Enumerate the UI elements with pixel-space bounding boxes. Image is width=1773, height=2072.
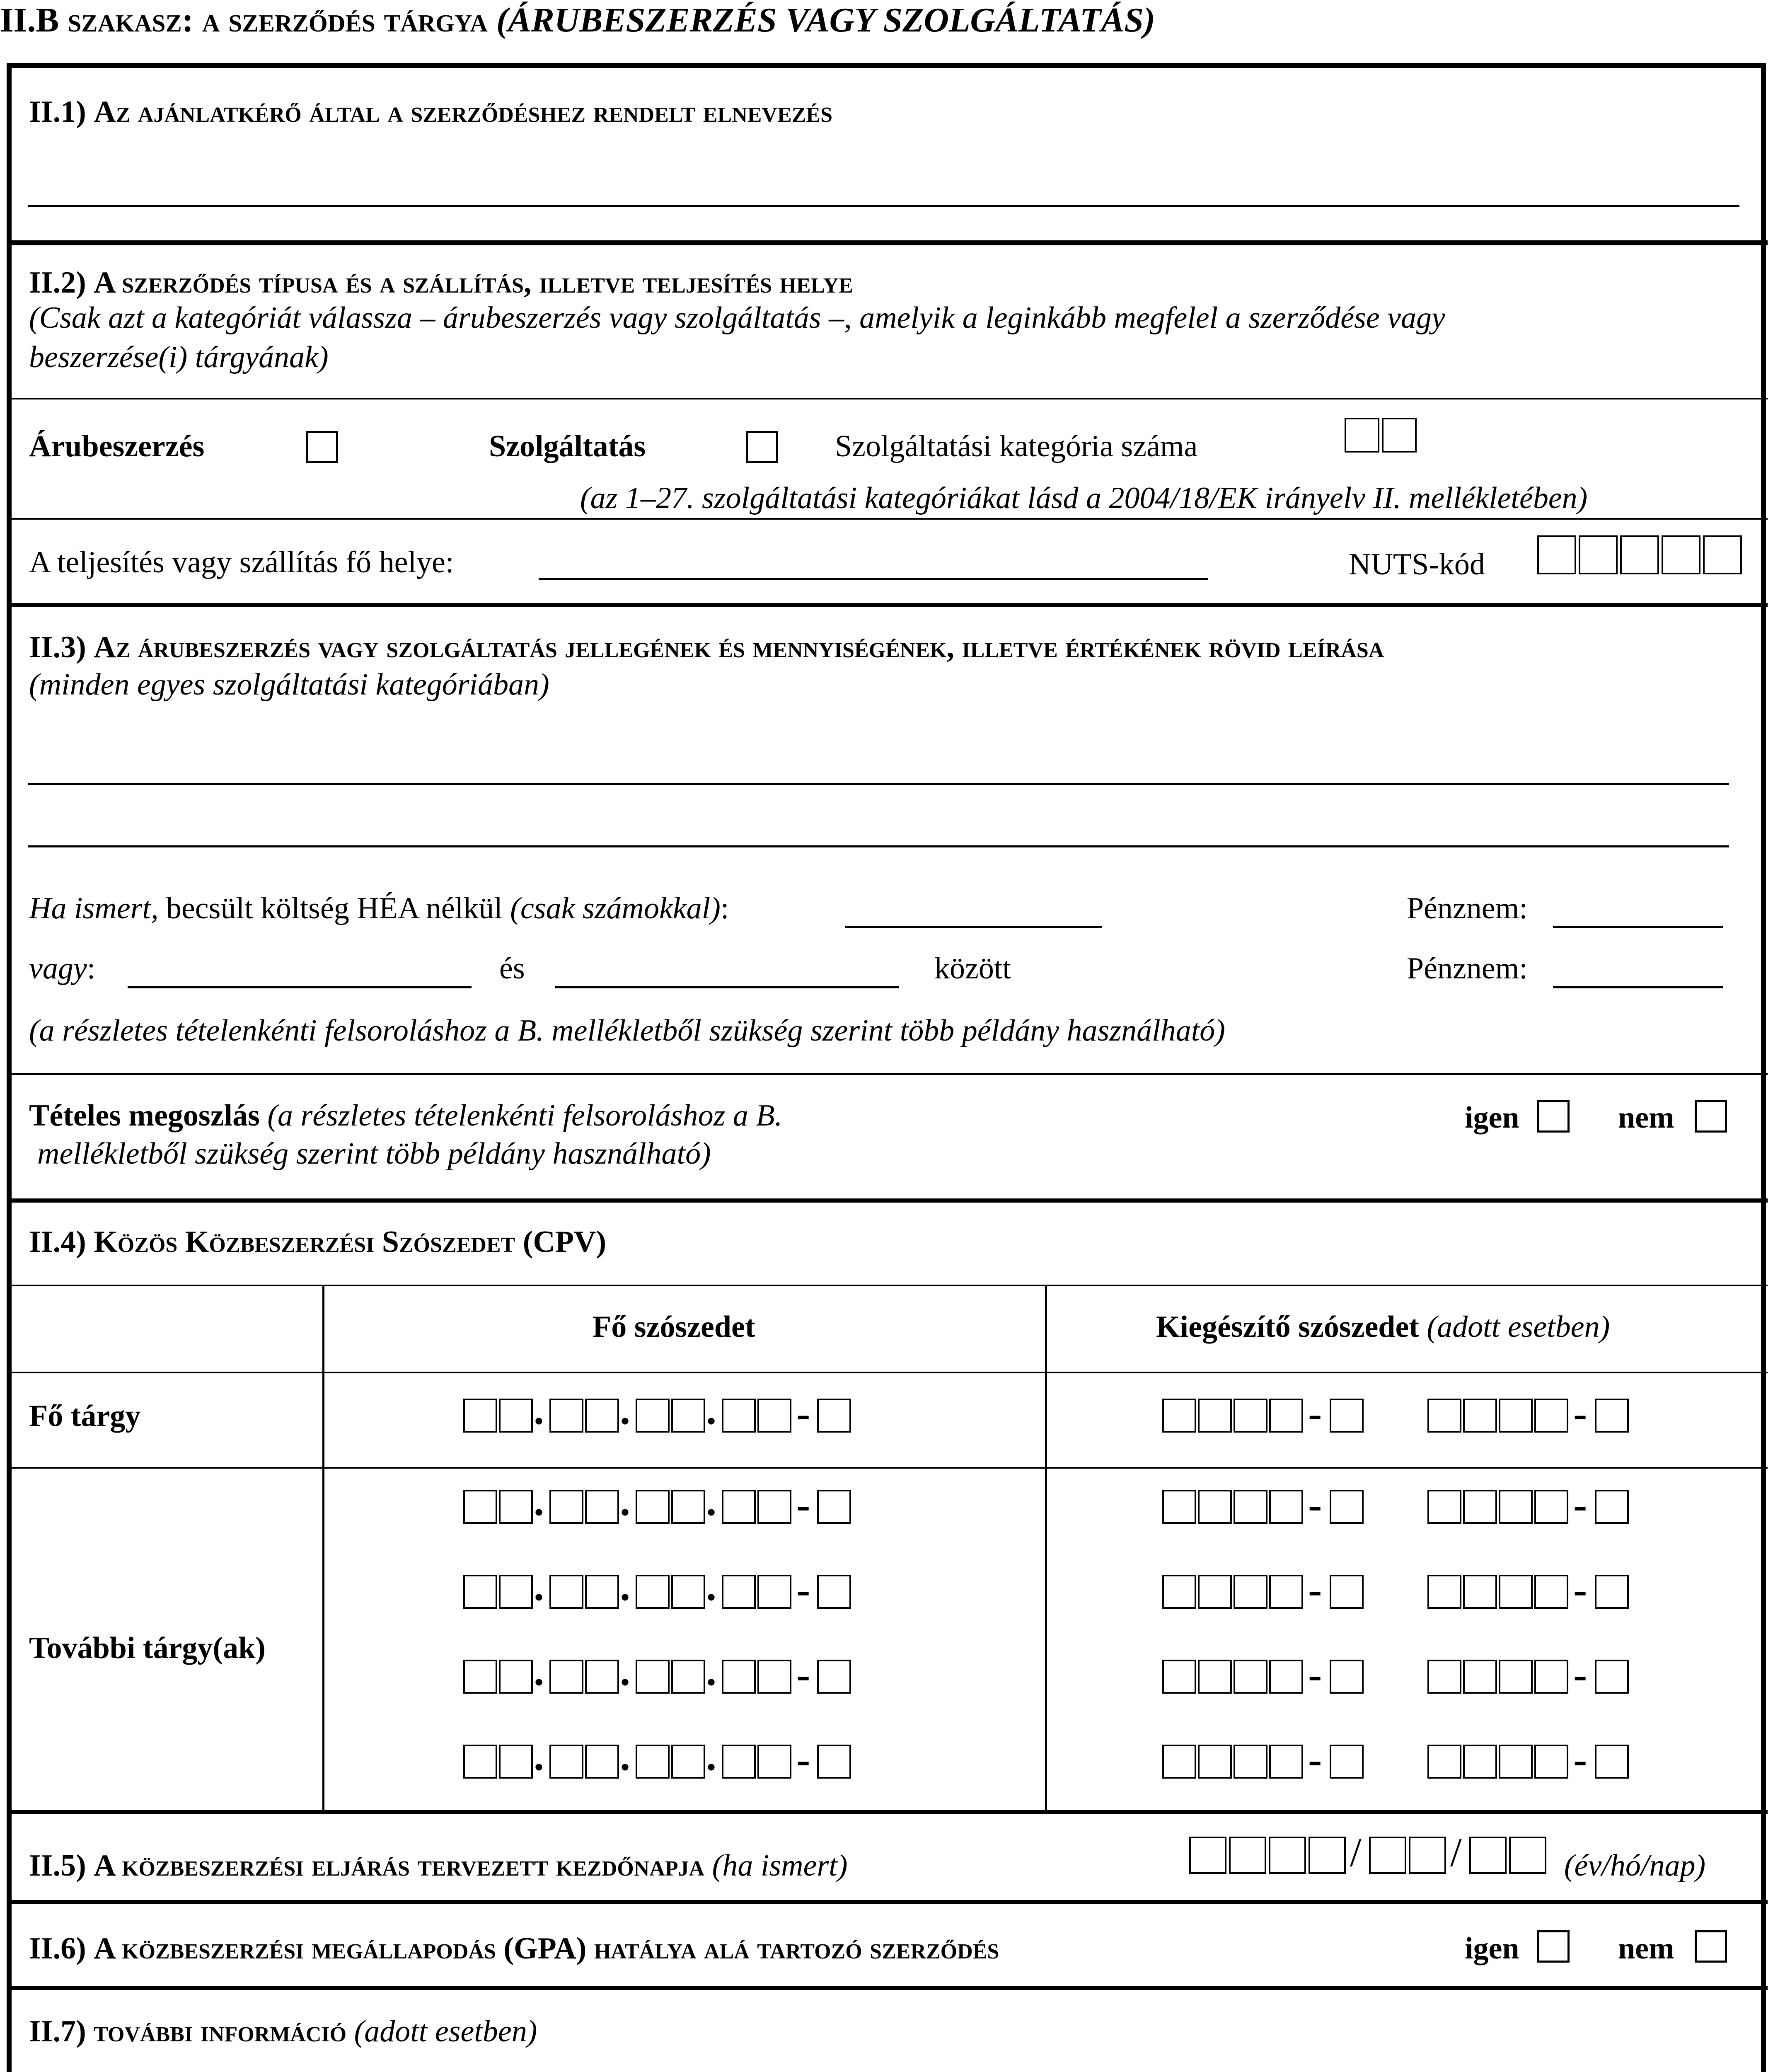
cpv-supp-digit-box[interactable] xyxy=(1427,1745,1461,1779)
estimated-cost-field[interactable] xyxy=(845,926,1102,928)
cpv-main-digit-box[interactable] xyxy=(499,1745,533,1779)
cpv-supp-digit-box[interactable] xyxy=(1534,1575,1568,1609)
cpv-main-digit-box[interactable] xyxy=(757,1399,791,1433)
additional-objects-label: További tárgy(ak) xyxy=(29,1631,266,1665)
section-title: II.B szakasz: a szerződés tárgya (ÁRUBESZERZÉS VAGY SZOLGÁLTATÁS) xyxy=(0,1,1155,39)
cpv-supp-digit-box[interactable] xyxy=(1595,1575,1629,1609)
cpv-supp-digit-box[interactable] xyxy=(1499,1490,1533,1524)
cpv-supp-digit-box[interactable] xyxy=(1234,1660,1267,1694)
cpv-dash-separator: - xyxy=(1308,1736,1322,1782)
cpv-dash-separator: - xyxy=(1308,1390,1322,1436)
cpv-main-digit-box[interactable] xyxy=(549,1490,583,1524)
cpv-check-digit-box[interactable] xyxy=(817,1490,851,1524)
cpv-supp-digit-box[interactable] xyxy=(1162,1490,1196,1524)
cpv-main-digit-box[interactable] xyxy=(499,1660,533,1694)
currency-label: Pénznem: xyxy=(1407,951,1528,985)
cpv-main-digit-box[interactable] xyxy=(636,1399,670,1433)
cpv-dot-separator: . xyxy=(620,1478,630,1524)
cpv-main-digit-box[interactable] xyxy=(499,1399,533,1433)
cpv-supp-digit-box[interactable] xyxy=(1269,1745,1303,1779)
cpv-main-digit-box[interactable] xyxy=(549,1660,583,1694)
cpv-dot-separator: . xyxy=(620,1733,630,1779)
cpv-dot-separator: . xyxy=(620,1648,630,1694)
s5-heading: II.5) A közbeszerzési eljárás tervezett kezdőnapja (ha ismert) xyxy=(29,1849,848,1883)
cpv-supp-digit-box[interactable] xyxy=(1463,1490,1497,1524)
goods-label: Árubeszerzés xyxy=(29,429,205,463)
annex-note: (a részletes tételenkénti felsoroláshoz a B. mellékletből szükség szerint több példány használható) xyxy=(29,1014,1225,1048)
s1-heading: II.1) Az ajánlatkérő által a szerződéshez rendelt elnevezés xyxy=(29,95,832,129)
cpv-main-digit-box[interactable] xyxy=(722,1490,756,1524)
cpv-main-digit-box[interactable] xyxy=(671,1745,705,1779)
cpv-supp-digit-box[interactable] xyxy=(1427,1575,1461,1609)
cpv-supp-digit-box[interactable] xyxy=(1162,1745,1196,1779)
cpv-main-digit-box[interactable] xyxy=(549,1575,583,1609)
cpv-supp-digit-box[interactable] xyxy=(1534,1745,1568,1779)
cpv-supp-digit-box[interactable] xyxy=(1269,1490,1303,1524)
cpv-main-header: Fő szószedet xyxy=(593,1310,755,1344)
cpv-dot-separator: . xyxy=(620,1563,630,1609)
date-slash-separator: / xyxy=(1350,1829,1362,1875)
cpv-dash-separator: - xyxy=(1573,1651,1587,1697)
lots-no-label: nem xyxy=(1618,1101,1674,1135)
and-label: és xyxy=(499,951,525,985)
date-digit-box[interactable] xyxy=(1309,1837,1346,1874)
range-min-field[interactable] xyxy=(128,986,472,988)
cpv-supp-digit-box[interactable] xyxy=(1463,1745,1497,1779)
date-digit-box[interactable] xyxy=(1229,1837,1266,1874)
cpv-supp-digit-box[interactable] xyxy=(1234,1575,1267,1609)
cpv-supp-digit-box[interactable] xyxy=(1330,1399,1364,1433)
cpv-main-digit-box[interactable] xyxy=(757,1745,791,1779)
cpv-supp-digit-box[interactable] xyxy=(1534,1660,1568,1694)
cpv-supp-digit-box[interactable] xyxy=(1499,1575,1533,1609)
nuts-digit-box[interactable] xyxy=(1662,535,1700,574)
cpv-dash-separator: - xyxy=(796,1566,810,1612)
gpa-no-checkbox[interactable] xyxy=(1695,1930,1727,1963)
category-digit-box[interactable] xyxy=(1382,418,1417,453)
cpv-check-digit-box[interactable] xyxy=(817,1660,851,1694)
services-checkbox[interactable] xyxy=(746,431,778,463)
lots-label: Tételes megoszlás (a részletes tételenkénti felsoroláshoz a B. xyxy=(29,1099,783,1133)
s2-note-cont: beszerzése(i) tárgyának) xyxy=(29,340,329,374)
cpv-main-digit-box[interactable] xyxy=(463,1490,497,1524)
cpv-main-digit-box[interactable] xyxy=(722,1745,756,1779)
cpv-main-digit-box[interactable] xyxy=(722,1660,756,1694)
lots-yes-checkbox[interactable] xyxy=(1537,1100,1570,1133)
cpv-supp-digit-box[interactable] xyxy=(1427,1660,1461,1694)
cpv-supp-digit-box[interactable] xyxy=(1234,1745,1267,1779)
cpv-main-digit-box[interactable] xyxy=(636,1745,670,1779)
cpv-supp-digit-box[interactable] xyxy=(1463,1660,1497,1694)
cpv-dash-separator: - xyxy=(1308,1651,1322,1697)
nuts-digit-box[interactable] xyxy=(1537,535,1576,574)
cpv-dash-separator: - xyxy=(1573,1390,1587,1436)
cpv-supp-digit-box[interactable] xyxy=(1198,1575,1232,1609)
cpv-dot-separator: . xyxy=(534,1563,544,1609)
nuts-label: NUTS-kód xyxy=(1349,547,1485,581)
cpv-supp-digit-box[interactable] xyxy=(1234,1399,1267,1433)
divider xyxy=(8,240,1768,245)
cpv-dot-separator: . xyxy=(534,1478,544,1524)
cpv-main-digit-box[interactable] xyxy=(549,1745,583,1779)
cpv-main-digit-box[interactable] xyxy=(463,1399,497,1433)
divider xyxy=(8,518,1768,520)
cpv-main-digit-box[interactable] xyxy=(549,1399,583,1433)
cpv-dot-separator: . xyxy=(706,1648,716,1694)
cpv-supp-digit-box[interactable] xyxy=(1330,1575,1364,1609)
cpv-main-digit-box[interactable] xyxy=(671,1399,705,1433)
range-label: vagy: xyxy=(29,951,96,985)
cpv-dash-separator: - xyxy=(796,1390,810,1436)
cpv-supp-digit-box[interactable] xyxy=(1595,1490,1629,1524)
description-line[interactable] xyxy=(28,783,1729,785)
date-format: (év/hó/nap) xyxy=(1564,1849,1706,1883)
cpv-dash-separator: - xyxy=(796,1481,810,1527)
cpv-supp-digit-box[interactable] xyxy=(1162,1399,1196,1433)
cpv-supp-digit-box[interactable] xyxy=(1330,1745,1364,1779)
cpv-check-digit-box[interactable] xyxy=(817,1399,851,1433)
cpv-main-digit-box[interactable] xyxy=(585,1745,619,1779)
divider xyxy=(8,1810,1768,1814)
divider xyxy=(8,1900,1768,1904)
cpv-supp-digit-box[interactable] xyxy=(1499,1660,1533,1694)
s4-heading: II.4) Közös Közbeszerzési Szószedet (CPV) xyxy=(29,1225,607,1259)
cpv-dot-separator: . xyxy=(706,1733,716,1779)
cpv-supp-digit-box[interactable] xyxy=(1269,1399,1303,1433)
divider xyxy=(8,1467,1768,1469)
gpa-yes-label: igen xyxy=(1465,1932,1519,1965)
cpv-main-digit-box[interactable] xyxy=(757,1660,791,1694)
cpv-supp-digit-box[interactable] xyxy=(1234,1490,1267,1524)
cpv-main-digit-box[interactable] xyxy=(463,1660,497,1694)
cpv-supp-digit-box[interactable] xyxy=(1595,1399,1629,1433)
cpv-supp-digit-box[interactable] xyxy=(1198,1490,1232,1524)
divider xyxy=(8,1073,1768,1075)
gpa-no-label: nem xyxy=(1618,1932,1674,1965)
cpv-supp-digit-box[interactable] xyxy=(1198,1660,1232,1694)
cpv-supp-digit-box[interactable] xyxy=(1162,1575,1196,1609)
main-object-label: Fő tárgy xyxy=(29,1399,141,1433)
cpv-supp-digit-box[interactable] xyxy=(1330,1490,1364,1524)
cpv-main-digit-box[interactable] xyxy=(499,1490,533,1524)
cpv-dash-separator: - xyxy=(1308,1481,1322,1527)
cpv-main-digit-box[interactable] xyxy=(636,1660,670,1694)
gpa-yes-checkbox[interactable] xyxy=(1537,1930,1570,1963)
cpv-check-digit-box[interactable] xyxy=(817,1575,851,1609)
date-digit-box[interactable] xyxy=(1189,1837,1226,1874)
cpv-main-digit-box[interactable] xyxy=(463,1745,497,1779)
place-label: A teljesítés vagy szállítás fő helye: xyxy=(29,545,454,579)
cpv-supp-digit-box[interactable] xyxy=(1162,1660,1196,1694)
divider xyxy=(8,1285,1768,1286)
cpv-dash-separator: - xyxy=(796,1651,810,1697)
category-note: (az 1–27. szolgáltatási kategóriákat lásd a 2004/18/EK irányelv II. mellékletében) xyxy=(580,481,1588,515)
cpv-dot-separator: . xyxy=(706,1387,716,1433)
cpv-main-digit-box[interactable] xyxy=(757,1575,791,1609)
s2-heading: II.2) A szerződés típusa és a szállítás, illetve teljesítés helye xyxy=(29,266,853,300)
description-line[interactable] xyxy=(28,845,1729,847)
divider xyxy=(8,603,1768,607)
cpv-supp-digit-box[interactable] xyxy=(1463,1575,1497,1609)
cpv-check-digit-box[interactable] xyxy=(817,1745,851,1779)
date-digit-box[interactable] xyxy=(1269,1837,1306,1874)
cpv-main-digit-box[interactable] xyxy=(671,1575,705,1609)
date-digit-box[interactable] xyxy=(1409,1837,1446,1874)
cpv-main-digit-box[interactable] xyxy=(463,1575,497,1609)
cpv-dash-separator: - xyxy=(1573,1736,1587,1782)
cpv-dash-separator: - xyxy=(1308,1566,1322,1612)
cpv-dot-separator: . xyxy=(706,1563,716,1609)
nuts-digit-box[interactable] xyxy=(1703,535,1742,574)
cpv-dash-separator: - xyxy=(1573,1566,1587,1612)
cpv-main-digit-box[interactable] xyxy=(636,1490,670,1524)
divider xyxy=(8,1198,1768,1203)
category-digit-box[interactable] xyxy=(1345,418,1379,453)
date-digit-box[interactable] xyxy=(1469,1837,1507,1874)
cpv-supp-digit-box[interactable] xyxy=(1427,1490,1461,1524)
currency-field[interactable] xyxy=(1553,986,1723,988)
cpv-supp-digit-box[interactable] xyxy=(1198,1399,1232,1433)
cpv-dot-separator: . xyxy=(534,1387,544,1433)
cpv-supp-digit-box[interactable] xyxy=(1595,1660,1629,1694)
date-digit-box[interactable] xyxy=(1509,1837,1546,1874)
cpv-supp-digit-box[interactable] xyxy=(1427,1399,1461,1433)
cpv-supp-digit-box[interactable] xyxy=(1499,1745,1533,1779)
divider xyxy=(8,1372,1768,1373)
currency-label: Pénznem: xyxy=(1407,891,1528,925)
cpv-main-digit-box[interactable] xyxy=(722,1575,756,1609)
cpv-main-digit-box[interactable] xyxy=(636,1575,670,1609)
cpv-main-digit-box[interactable] xyxy=(585,1660,619,1694)
date-digit-box[interactable] xyxy=(1369,1837,1406,1874)
estimated-cost-label: Ha ismert, becsült költség HÉA nélkül (csak számokkal): xyxy=(29,891,729,925)
cpv-main-digit-box[interactable] xyxy=(499,1575,533,1609)
cpv-supp-digit-box[interactable] xyxy=(1534,1399,1568,1433)
cpv-supp-digit-box[interactable] xyxy=(1269,1660,1303,1694)
cpv-supp-digit-box[interactable] xyxy=(1595,1745,1629,1779)
cpv-main-digit-box[interactable] xyxy=(585,1399,619,1433)
cpv-main-digit-box[interactable] xyxy=(671,1490,705,1524)
place-field[interactable] xyxy=(539,578,1208,580)
cpv-supp-digit-box[interactable] xyxy=(1330,1660,1364,1694)
s2-note: (Csak azt a kategóriát válassza – árubeszerzés vagy szolgáltatás –, amelyik a leginkább megfelel a szerződése vagy xyxy=(29,301,1445,335)
cpv-supp-digit-box[interactable] xyxy=(1463,1399,1497,1433)
cpv-main-digit-box[interactable] xyxy=(585,1490,619,1524)
s3-heading: II.3) Az árubeszerzés vagy szolgáltatás jellegének és mennyiségének, illetve értékének rövid leírása xyxy=(29,630,1384,664)
cpv-dot-separator: . xyxy=(620,1387,630,1433)
between-label: között xyxy=(934,951,1011,985)
cpv-main-digit-box[interactable] xyxy=(722,1399,756,1433)
cpv-main-digit-box[interactable] xyxy=(671,1660,705,1694)
nuts-digit-box[interactable] xyxy=(1620,535,1659,574)
lots-no-checkbox[interactable] xyxy=(1695,1100,1727,1133)
cpv-supp-digit-box[interactable] xyxy=(1269,1575,1303,1609)
divider xyxy=(8,398,1768,399)
cpv-main-digit-box[interactable] xyxy=(757,1490,791,1524)
divider xyxy=(8,1986,1768,1990)
cpv-dash-separator: - xyxy=(796,1736,810,1782)
cpv-dot-separator: . xyxy=(534,1733,544,1779)
cpv-supp-digit-box[interactable] xyxy=(1198,1745,1232,1779)
contract-title-field[interactable] xyxy=(28,205,1739,207)
s6-heading: II.6) A közbeszerzési megállapodás (GPA) hatálya alá tartozó szerződés xyxy=(29,1932,999,1965)
range-max-field[interactable] xyxy=(555,986,899,988)
cpv-col-divider xyxy=(322,1285,324,1810)
lots-note: mellékletből szükség szerint több példány használható) xyxy=(37,1137,711,1171)
goods-checkbox[interactable] xyxy=(306,431,338,463)
cpv-dash-separator: - xyxy=(1573,1481,1587,1527)
service-category-label: Szolgáltatási kategória száma xyxy=(835,429,1198,463)
services-label: Szolgáltatás xyxy=(489,429,646,463)
cpv-supp-header: Kiegészítő szószedet (adott esetben) xyxy=(1156,1310,1610,1344)
lots-yes-label: igen xyxy=(1465,1101,1519,1135)
cpv-dot-separator: . xyxy=(706,1478,716,1524)
s7-heading: II.7) további információ (adott esetben) xyxy=(29,2014,537,2048)
cpv-dot-separator: . xyxy=(534,1648,544,1694)
cpv-supp-digit-box[interactable] xyxy=(1534,1490,1568,1524)
nuts-digit-box[interactable] xyxy=(1579,535,1618,574)
currency-field[interactable] xyxy=(1553,926,1723,928)
cpv-supp-digit-box[interactable] xyxy=(1499,1399,1533,1433)
s3-note: (minden egyes szolgáltatási kategóriában) xyxy=(29,668,549,702)
cpv-col-divider xyxy=(1045,1285,1047,1810)
cpv-main-digit-box[interactable] xyxy=(585,1575,619,1609)
date-slash-separator: / xyxy=(1450,1829,1462,1875)
